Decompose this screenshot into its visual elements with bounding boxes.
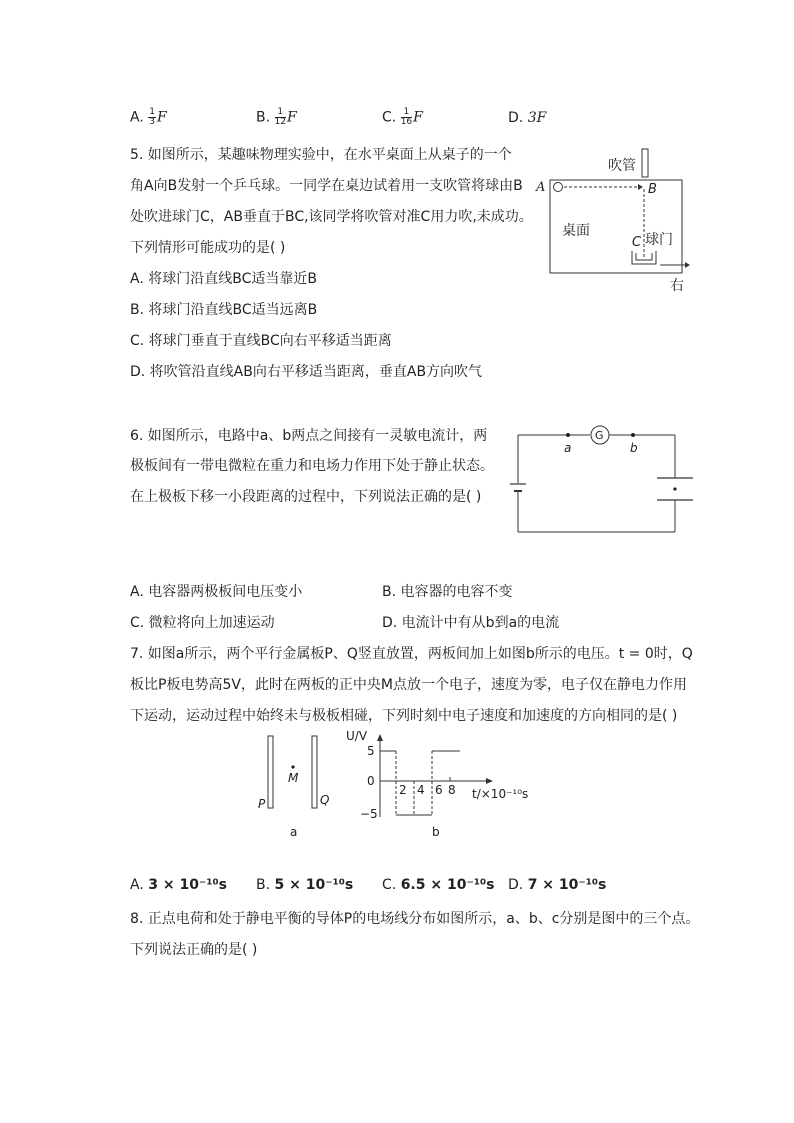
point-a-label: a: [564, 441, 572, 455]
ball: [554, 183, 563, 192]
option-label: D.: [508, 110, 524, 126]
y-tick-0: 0: [367, 774, 375, 788]
plate-q-label: Q: [320, 793, 330, 807]
point-a-dot: [566, 433, 570, 437]
q5-line-3: 处吹进球门C，AB垂直于BC,该同学将吹管对准C用力吹,未成功。: [130, 209, 533, 225]
option-text: 5 × 10⁻¹⁰s: [274, 877, 354, 893]
fraction: [275, 108, 286, 127]
point-b-dot: [631, 433, 635, 437]
q7-line-1: 7. 如图a所示，两个平行金属板P、Q竖直放置，两板间加上如图b所示的电压。t = 0时，Q: [130, 646, 693, 662]
q7-option-d: [508, 877, 606, 893]
q7-option-b: [256, 877, 353, 893]
x-tick-2: 2: [399, 783, 407, 797]
option-label: B.: [256, 877, 271, 893]
fraction-num: 1: [275, 108, 286, 118]
q4-option-b: [256, 108, 297, 127]
q6-circuit-figure: [505, 420, 695, 540]
fraction: [148, 108, 156, 127]
option-label: B.: [256, 109, 271, 126]
fraction: [401, 108, 412, 127]
q8-line-1: 8. 正点电荷和处于静电平衡的导体P的电场线分布如图所示，a、b、c分别是图中的三个点。: [130, 911, 700, 927]
galvanometer-label: G: [595, 429, 604, 442]
q6-option-c: C. 微粒将向上加速运动: [130, 615, 275, 631]
option-label: C.: [382, 109, 397, 126]
q8-line-2: 下列说法正确的是( ): [130, 942, 258, 958]
x-axis-arrow: [486, 778, 493, 784]
fraction-num: 1: [401, 108, 412, 118]
goal-label: 球门: [645, 232, 673, 248]
q6-option-a: A. 电容器两极板间电压变小: [130, 584, 303, 600]
q5-line-2: 角A向B发射一个乒乓球。一同学在桌边试着用一支吹管将球由B: [130, 178, 523, 194]
plate-p-label: P: [258, 797, 266, 811]
caption-a: a: [290, 825, 298, 839]
point-b-label: b: [630, 441, 638, 455]
q5-option-b: B. 将球门沿直线BC适当远离B: [130, 302, 318, 318]
q4-option-a: [130, 108, 167, 127]
q5-line-4: 下列情形可能成功的是( ): [130, 240, 286, 256]
tube-label: 吹管: [608, 158, 636, 174]
y-tick-5: 5: [367, 744, 375, 758]
option-label: A.: [130, 877, 144, 893]
option-text: 3 × 10⁻¹⁰s: [148, 877, 227, 893]
y-axis-label: U/V: [346, 729, 368, 743]
option-var: F: [286, 109, 297, 126]
q5-option-c: C. 将球门垂直于直线BC向右平移适当距离: [130, 333, 392, 349]
x-tick-6: 6: [435, 783, 443, 797]
x-axis-label: t/×10⁻¹⁰s: [472, 787, 529, 801]
table-label: 桌面: [562, 223, 590, 239]
point-m-label: M: [288, 771, 299, 785]
q6-line-3: 在上极板下移一小段距离的过程中，下列说法正确的是( ): [130, 489, 482, 505]
q5-table-figure: [530, 145, 700, 295]
y-axis-arrow: [377, 734, 383, 741]
fraction-den: 3: [149, 117, 155, 127]
plate-p: [268, 736, 273, 808]
q7-line-3: 下运动，运动过程中始终未与极板相碰，下列时刻中电子速度和加速度的方向相同的是( ): [130, 708, 678, 724]
option-label: D.: [508, 877, 524, 893]
option-var: F: [413, 109, 423, 126]
option-var: F: [156, 109, 167, 126]
fraction-den: 16: [400, 117, 413, 127]
q5-option-d: D. 将吹管沿直线AB向右平移适当距离，垂直AB方向吹气: [130, 364, 483, 380]
q7-option-a: [130, 877, 227, 893]
q4-option-c: [382, 108, 423, 127]
option-label: C.: [382, 877, 397, 893]
right-label: 右: [670, 278, 684, 294]
caption-b: b: [432, 825, 440, 839]
q6-option-b: B. 电容器的电容不变: [382, 584, 513, 600]
point-c-label: C: [632, 235, 642, 250]
q7-option-c: [382, 877, 494, 893]
point-b-label: B: [648, 182, 657, 197]
point-m-dot: [291, 765, 294, 768]
blow-tube: [642, 149, 648, 177]
plate-q: [312, 736, 317, 808]
q6-line-1: 6. 如图所示，电路中a、b两点之间接有一灵敏电流计，两: [130, 428, 488, 444]
option-text: 6.5 × 10⁻¹⁰s: [400, 877, 495, 893]
x-tick-4: 4: [417, 783, 425, 797]
q4-option-d: [508, 110, 546, 126]
q6-option-d: D. 电流计中有从b到a的电流: [382, 615, 560, 631]
option-text: 3F: [527, 110, 547, 126]
option-text: 7 × 10⁻¹⁰s: [527, 877, 607, 893]
charged-particle: [673, 487, 676, 490]
q5-option-a: A. 将球门沿直线BC适当靠近B: [130, 271, 317, 287]
point-a-label: A: [536, 180, 546, 195]
q5-line-1: 5. 如图所示，某趣味物理实验中，在水平桌面上从桌子的一个: [130, 147, 512, 163]
right-arrow-head: [685, 262, 690, 268]
x-tick-8: 8: [448, 783, 456, 797]
q6-line-2: 极板间有一带电微粒在重力和电场力作用下处于静止状态。: [130, 458, 494, 474]
y-tick-neg5: −5: [360, 807, 378, 821]
fraction-num: 1: [149, 107, 155, 117]
q7-plates-figure: [252, 730, 352, 840]
q7-line-2: 板比P板电势高5V，此时在两板的正中央M点放一个电子，速度为零，电子仅在静电力作用: [130, 677, 688, 693]
option-label: A.: [130, 109, 144, 126]
ab-arrow: [638, 184, 643, 190]
q7-voltage-graph: [338, 725, 548, 843]
fraction-den: 12: [274, 117, 286, 127]
